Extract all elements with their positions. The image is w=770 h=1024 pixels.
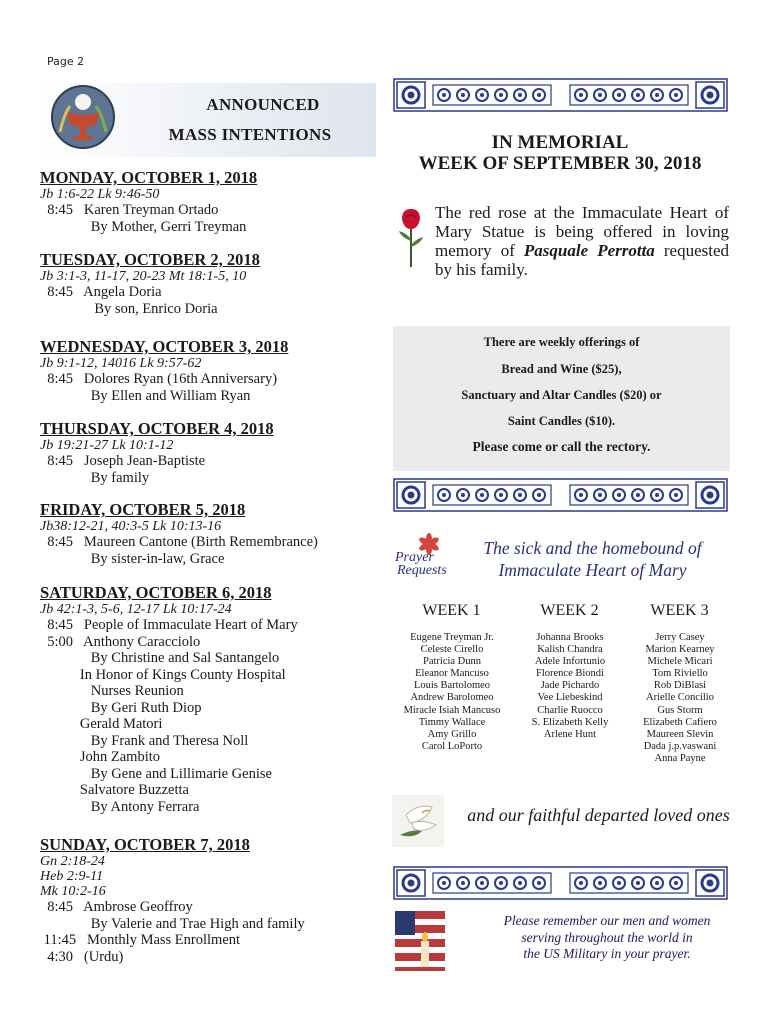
intention-line: By family — [40, 469, 150, 486]
name-item: Tom Riviello — [652, 668, 708, 680]
week-1-label: WEEK 1 — [422, 602, 481, 619]
name-item: Maureen Slevin — [646, 728, 714, 740]
name-item: Charlie Ruocco — [537, 704, 603, 716]
day-title: TUESDAY, OCTOBER 2, 2018 — [40, 250, 260, 269]
name-item: Anna Payne — [654, 752, 706, 764]
memorial-text — [435, 203, 729, 279]
red-rose-icon — [396, 207, 426, 269]
day-thursday — [40, 419, 375, 486]
memorial-title — [395, 132, 725, 174]
intention-line: By Antony Ferrara — [40, 798, 200, 815]
name-item: Florence Biondi — [536, 668, 604, 680]
intention-line: John Zambito — [40, 749, 161, 765]
week-2-label: WEEK 2 — [540, 602, 599, 619]
lily-flowers-icon — [392, 795, 444, 847]
week-3-label: WEEK 3 — [650, 602, 709, 619]
intention-line: By Valerie and Trae High and family — [40, 915, 305, 932]
name-item: Timmy Wallace — [418, 716, 486, 728]
name-item: Vee Liebeskind — [537, 692, 603, 704]
prayer-logo-line-2: Requests — [397, 563, 447, 578]
day-tuesday — [40, 250, 375, 317]
day-title: WEDNESDAY, OCTOBER 3, 2018 — [40, 337, 289, 356]
intention-line: 8:45 Dolores Ryan (16th Anniversary) — [40, 371, 278, 387]
day-title: SATURDAY, OCTOBER 6, 2018 — [40, 583, 272, 602]
week-3-names — [620, 632, 740, 765]
intention-line: In Honor of Kings County Hospital — [40, 666, 286, 683]
week-2-names — [510, 632, 630, 741]
intention-line: 8:45 Ambrose Geoffroy — [40, 899, 193, 915]
memorial-text-after: requested by his family. — [435, 241, 729, 279]
intention-line: By son, Enrico Doria — [40, 300, 218, 317]
day-readings: Jb38:12-21, 40:3-5 Lk 10:13-16 — [40, 519, 222, 534]
memorial-title-line-1: IN MEMORIAL — [491, 132, 629, 153]
week-1-names — [392, 632, 512, 753]
day-readings: Heb 2:9-11 — [40, 869, 104, 884]
intention-line: Gerald Matori — [40, 716, 163, 732]
intention-line: By Frank and Theresa Noll — [40, 732, 249, 749]
intention-line: By Gene and Lillimarie Genise — [40, 765, 272, 782]
name-item: Rob DiBlasi — [653, 680, 707, 692]
decorative-border-band — [393, 78, 728, 112]
intention-line: By Geri Ruth Diop — [40, 699, 202, 716]
day-wednesday — [40, 337, 375, 404]
intention-line: 11:45 Monthly Mass Enrollment — [40, 932, 241, 948]
day-readings: Jb 42:1-3, 5-6, 12-17 Lk 10:17-24 — [40, 602, 232, 617]
day-readings: Jb 9:1-12, 14016 Lk 9:57-62 — [40, 356, 202, 371]
day-saturday — [40, 583, 375, 815]
offerings-line-2: Bread and Wine ($25), — [501, 362, 622, 376]
name-item: Andrew Barolomeo — [410, 692, 494, 704]
intention-line: 8:45 Joseph Jean-Baptiste — [40, 453, 206, 469]
name-item: Gus Storm — [657, 704, 703, 716]
intention-line: By sister-in-law, Grace — [40, 550, 225, 567]
name-item: Carol LoPorto — [421, 740, 483, 752]
day-sunday — [40, 835, 375, 965]
military-text — [478, 913, 736, 963]
offerings-line-1: There are weekly offerings of — [483, 335, 640, 349]
page-number: Page 2 — [47, 55, 85, 68]
day-friday — [40, 500, 375, 567]
name-item: Elizabeth Cafiero — [643, 716, 717, 728]
name-item: Amy Grillo — [427, 728, 477, 740]
prayer-requests-logo — [392, 530, 454, 582]
offerings-line-3: Sanctuary and Altar Candles ($20) or — [461, 388, 662, 402]
day-readings: Jb 19:21-27 Lk 10:1-12 — [40, 438, 174, 453]
day-title: THURSDAY, OCTOBER 4, 2018 — [40, 419, 274, 438]
day-readings: Jb 1:6-22 Lk 9:46-50 — [40, 187, 160, 202]
header-line-2: MASS INTENTIONS — [168, 125, 332, 144]
name-item: Arielle Concilio — [646, 692, 714, 704]
day-title: FRIDAY, OCTOBER 5, 2018 — [40, 500, 246, 519]
prayer-logo-line-1: Prayer — [395, 550, 434, 565]
name-item: Celeste Cirello — [420, 644, 484, 656]
name-item: Patricia Dunn — [422, 656, 482, 668]
intention-line: 8:45 Maureen Cantone (Birth Remembrance) — [40, 534, 318, 550]
intention-line: 8:45 People of Immaculate Heart of Mary — [40, 617, 298, 633]
name-item: Michele Micari — [647, 656, 713, 668]
day-readings: Mk 10:2-16 — [40, 884, 106, 899]
intention-line: By Mother, Gerri Treyman — [40, 218, 247, 235]
name-item: Eugene Treyman Jr. — [410, 632, 494, 643]
intention-line: 4:30 (Urdu) — [40, 948, 124, 965]
day-monday — [40, 168, 375, 235]
header-line-1: ANNOUNCED — [206, 95, 320, 114]
name-item: Arlene Hunt — [543, 728, 597, 740]
name-item: Adele Infortunio — [534, 656, 606, 668]
intention-line: 8:45 Angela Doria — [40, 284, 162, 300]
military-line-1: Please remember our men and women — [503, 913, 711, 928]
military-line-2: serving throughout the world in — [521, 929, 693, 945]
offerings-line-4: Saint Candles ($10). — [507, 414, 616, 428]
prayer-heading-line-1: The sick and the homebound of — [483, 538, 702, 558]
decorative-border-band — [393, 478, 728, 512]
memorial-name: Pasquale Perrotta — [523, 241, 655, 260]
intention-line: 5:00 Anthony Caracciolo — [40, 633, 201, 650]
departed-text: and our faithful departed loved ones — [467, 805, 730, 825]
day-title: MONDAY, OCTOBER 1, 2018 — [40, 168, 258, 187]
intention-line: 8:45 Karen Treyman Ortado — [40, 202, 219, 218]
memorial-text-before: The red rose at the Immaculate Heart of Mary Statue is being offered in loving memory of — [435, 203, 729, 260]
name-item: Jerry Casey — [655, 632, 705, 643]
name-item: Eleanor Mancuso — [415, 668, 489, 680]
intention-line: By Christine and Sal Santangelo — [40, 650, 280, 666]
day-readings: Gn 2:18-24 — [40, 854, 105, 869]
name-item: Louis Bartolomeo — [413, 680, 491, 692]
day-readings: Jb 3:1-3, 11-17, 20-23 Mt 18:1-5, 10 — [40, 269, 247, 284]
offerings-line-5: Please come or call the rectory. — [472, 439, 651, 454]
decorative-border-band — [393, 866, 728, 900]
memorial-title-line-2: WEEK OF SEPTEMBER 30, 2018 — [418, 153, 702, 174]
name-item: Marion Kearney — [645, 644, 715, 656]
intention-line: Salvatore Buzzetta — [40, 782, 189, 798]
name-item: Dada j.p.vaswani — [643, 740, 717, 752]
name-item: Miracle Isiah Mancuso — [403, 704, 501, 716]
intention-line: Nurses Reunion — [40, 683, 184, 699]
intention-line: By Ellen and William Ryan — [40, 387, 251, 404]
chalice-emblem-icon — [50, 84, 116, 150]
name-item: Jade Pichardo — [540, 680, 600, 692]
prayer-heading — [470, 537, 715, 581]
military-line-3: the US Military in your prayer. — [523, 946, 691, 961]
day-title: SUNDAY, OCTOBER 7, 2018 — [40, 835, 250, 854]
flag-candle-icon — [395, 911, 445, 971]
name-item: Johanna Brooks — [536, 632, 604, 643]
name-item: S. Elizabeth Kelly — [531, 716, 609, 728]
prayer-heading-line-2: Immaculate Heart of Mary — [498, 560, 687, 580]
name-item: Kalish Chandra — [537, 644, 603, 656]
